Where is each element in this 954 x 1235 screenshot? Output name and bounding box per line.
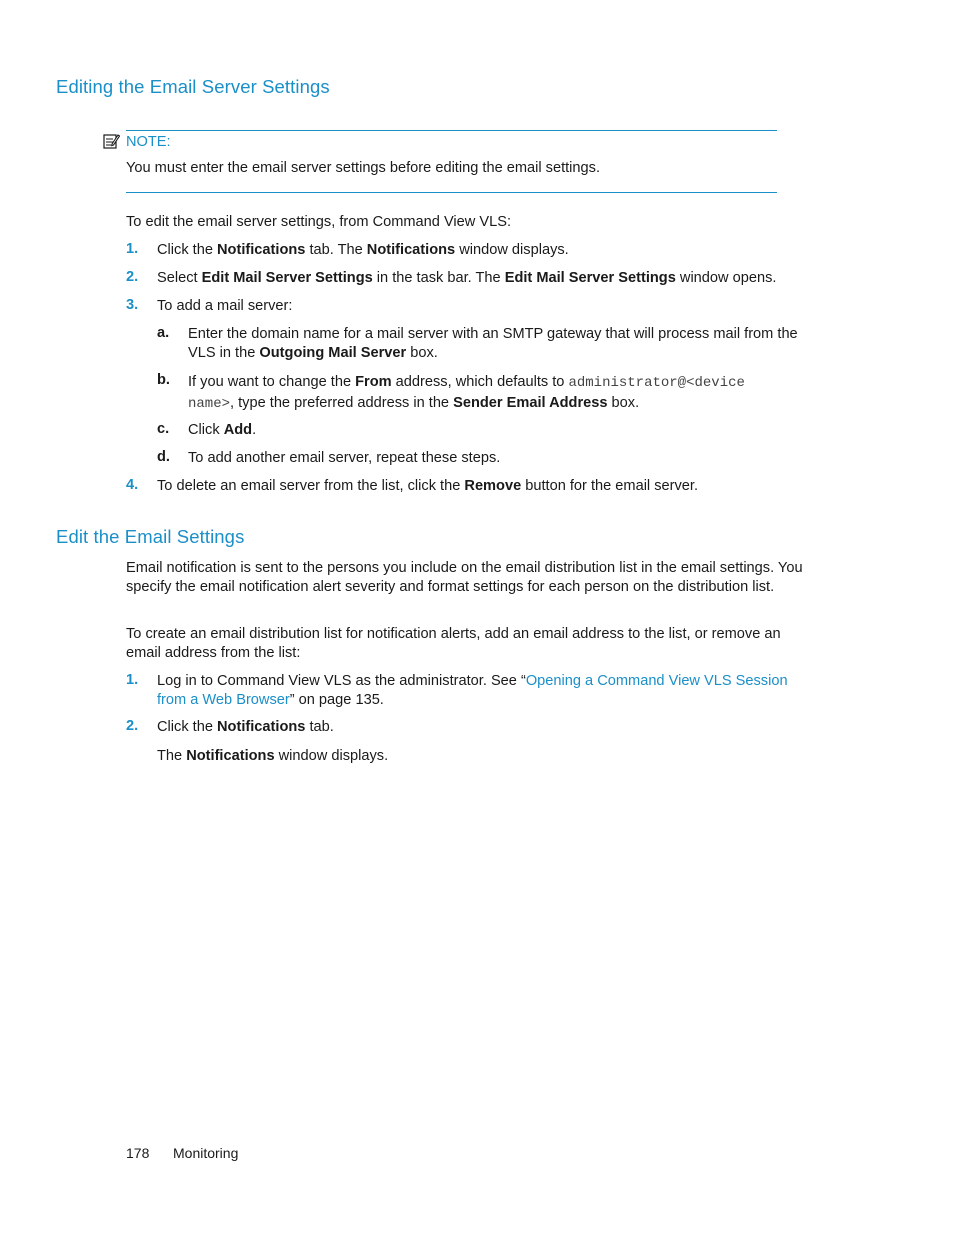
cross-reference-link[interactable]: Opening a Command View VLS Session from a Web Browser: [157, 673, 788, 708]
substep-letter: a.: [157, 325, 170, 341]
note-icon: [103, 133, 120, 149]
step-text: To delete an email server from the list, click the Remove button for the email server.: [157, 478, 699, 494]
note-label: NOTE:: [126, 134, 171, 150]
step-text: To add a mail server:: [157, 298, 293, 314]
note-text: You must enter the email server settings before editing the email settings.: [126, 160, 601, 176]
step-number: 2.: [126, 718, 139, 734]
note-top-rule: [126, 130, 777, 131]
note-bottom-rule: [126, 192, 777, 193]
step-number: 2.: [126, 269, 139, 285]
substep-letter: b.: [157, 372, 170, 388]
section-heading-email-settings: Edit the Email Settings: [56, 526, 245, 547]
section-heading-email-server: Editing the Email Server Settings: [56, 76, 330, 97]
step-followup-text: The Notifications window displays.: [157, 748, 389, 764]
step-number: 1.: [126, 241, 139, 257]
substep-letter: d.: [157, 449, 170, 465]
intro-text: To edit the email server settings, from Command View VLS:: [126, 214, 512, 230]
step-text: Select Edit Mail Server Settings in the task bar. The Edit Mail Server Settings window opens.: [157, 270, 777, 286]
paragraph: Email notification is sent to the persons you include on the email distribution list in the email settings. You specify the email notification alert severity and format settings for each person on the distribution list.: [126, 560, 803, 595]
step-number: 3.: [126, 297, 139, 313]
default-address-code: administrator@<device: [568, 375, 745, 391]
step-text: Click the Notifications tab. The Notifications window displays.: [157, 242, 569, 258]
substep-text: If you want to change the From address, which defaults to administrator@<device name>, type the preferred address in the Sender Email Address box.: [188, 374, 745, 412]
step-text: Log in to Command View VLS as the administrator. See “Opening a Command View VLS Session from a Web Browser” on page 135.: [157, 673, 788, 708]
step-number: 1.: [126, 672, 139, 688]
substep-text: Click Add.: [188, 422, 257, 438]
substep-text: Enter the domain name for a mail server with an SMTP gateway that will process mail from the VLS in the Outgoing Mail Server box.: [188, 326, 798, 361]
footer-section-name: Monitoring: [173, 1145, 239, 1161]
step-text: Click the Notifications tab.: [157, 719, 334, 735]
paragraph: To create an email distribution list for notification alerts, add an email address to the list, or remove an email address from the list:: [126, 626, 781, 661]
step-number: 4.: [126, 477, 139, 493]
substep-text: To add another email server, repeat these steps.: [188, 450, 501, 466]
page-number: 178: [126, 1145, 150, 1161]
default-address-code: name>: [188, 396, 231, 412]
substep-letter: c.: [157, 421, 170, 437]
